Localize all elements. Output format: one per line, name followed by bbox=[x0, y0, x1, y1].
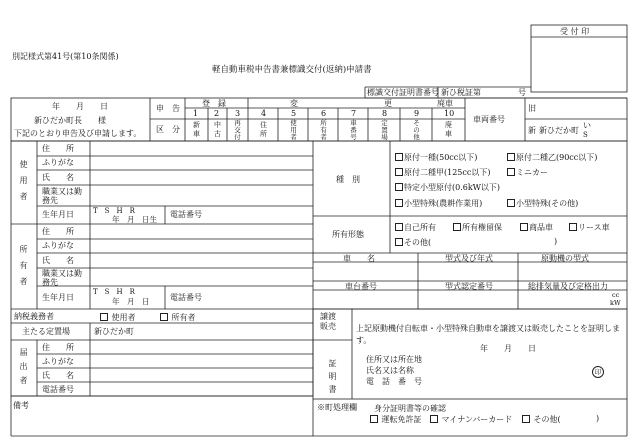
transfer-statement: 上記原動機付自転車・小型特殊自動車を譲渡又は販売したことを証明します。 bbox=[356, 324, 620, 345]
cert-phone-label: 電 話 番 号 bbox=[366, 377, 422, 386]
decl-num-1: 1 bbox=[193, 109, 199, 118]
type-option-4[interactable] bbox=[507, 168, 548, 177]
owner-birth-label: 生年月日 bbox=[42, 293, 74, 302]
owner-era: T S H R bbox=[93, 288, 135, 296]
decl-num-3: 3 bbox=[235, 109, 241, 118]
number-suffix: 号 bbox=[518, 88, 526, 97]
vehicle-no-s: S bbox=[583, 131, 588, 139]
ownership-option-retention[interactable] bbox=[453, 223, 502, 232]
spec-engine-type-label: 原動機の型式 bbox=[541, 254, 589, 263]
kubun-label: 区 分 bbox=[156, 125, 180, 134]
owner-address-label: 住 所 bbox=[42, 227, 74, 236]
addressee: 新ひだか町長 様 bbox=[34, 116, 106, 125]
taxpayer-label: 納税義務者 bbox=[14, 312, 54, 321]
vehicle-no-i: い bbox=[583, 121, 591, 130]
group-hen: 変 bbox=[290, 99, 298, 108]
decl-num-10: 10 bbox=[444, 109, 455, 118]
type-option-2-text: 原付二種乙(90cc以下) bbox=[516, 153, 598, 162]
type-option-3[interactable] bbox=[395, 168, 490, 177]
office-other-close: ) bbox=[596, 414, 600, 423]
user-section-label: 使用者 bbox=[19, 160, 28, 201]
user-occupation-label: 職業又は勤務先 bbox=[42, 187, 82, 205]
ownership-lease-text: リース車 bbox=[578, 223, 610, 232]
taxpayer-option-user[interactable] bbox=[100, 313, 136, 322]
owner-name-label: 氏 名 bbox=[42, 256, 74, 265]
transfer-label-bottom: 販売 bbox=[320, 322, 336, 331]
office-license-text: 運転免許証 bbox=[381, 415, 422, 424]
ownership-self-text: 自己所有 bbox=[404, 223, 436, 232]
decl-num-5: 5 bbox=[291, 109, 297, 118]
ownership-self-checkbox[interactable] bbox=[395, 223, 403, 231]
ownership-lease-checkbox[interactable] bbox=[569, 223, 577, 231]
seal-mark: 印 bbox=[592, 366, 604, 378]
office-other-text: その他( bbox=[533, 415, 561, 424]
type-option-7[interactable] bbox=[507, 199, 578, 208]
ownership-option-self[interactable] bbox=[395, 223, 436, 232]
form-title: 軽自動車税申告書兼標識交付(返納)申請書 bbox=[212, 65, 372, 75]
owner-birth-ymd: 年 月 日 bbox=[112, 297, 150, 306]
decl-item-plate-no[interactable]: 車番号 bbox=[350, 119, 357, 141]
decl-num-8: 8 bbox=[382, 109, 388, 118]
spec-displacement-label: 総排気量及び定格出力 bbox=[528, 282, 608, 291]
ownership-other-text: その他( bbox=[404, 238, 432, 247]
user-address-label: 住 所 bbox=[42, 144, 74, 153]
user-name-label: 氏 名 bbox=[42, 173, 74, 182]
type-option-7-checkbox[interactable] bbox=[507, 199, 515, 207]
office-mynumber-text: マイナンバーカード bbox=[441, 415, 513, 424]
decl-item-storage[interactable]: 定置場 bbox=[381, 119, 388, 141]
decl-item-reissue[interactable]: 再交付 bbox=[234, 119, 241, 141]
office-other-option[interactable] bbox=[522, 415, 561, 424]
type-option-4-text: ミニカー bbox=[516, 168, 548, 177]
office-license-checkbox[interactable] bbox=[370, 415, 378, 423]
office-other-checkbox[interactable] bbox=[522, 415, 530, 423]
spec-model-year-label: 型式及び年式 bbox=[445, 254, 493, 263]
decl-item-address[interactable]: 住所 bbox=[260, 121, 267, 138]
taxpayer-owner-text: 所有者 bbox=[171, 313, 196, 322]
ownership-stock-text: 商品車 bbox=[529, 223, 553, 232]
statement: 下記のとおり申告及び申請します。 bbox=[14, 129, 142, 138]
group-touroku: 登 録 bbox=[202, 99, 226, 108]
user-era: T S H R bbox=[93, 207, 135, 215]
office-mynumber-option[interactable] bbox=[430, 415, 512, 424]
decl-num-4: 4 bbox=[261, 109, 267, 118]
decl-item-owner[interactable]: 所有者 bbox=[320, 119, 327, 141]
spec-chassis-no-label: 車台番号 bbox=[345, 282, 377, 291]
ownership-option-stock[interactable] bbox=[520, 223, 553, 232]
cert-label: 証明書 bbox=[328, 359, 337, 394]
type-option-3-checkbox[interactable] bbox=[395, 168, 403, 176]
taxpayer-user-checkbox[interactable] bbox=[100, 313, 108, 321]
group-haisha: 廃車 bbox=[437, 99, 453, 108]
new-tax-no-label: 新ひ税証第 bbox=[441, 88, 481, 97]
taxpayer-user-text: 使用者 bbox=[111, 313, 136, 322]
type-option-1-checkbox[interactable] bbox=[395, 153, 403, 161]
decl-item-haisha[interactable]: 廃車 bbox=[445, 121, 452, 138]
vehicle-no-label: 車両番号 bbox=[473, 115, 505, 124]
ownership-label: 所有形態 bbox=[332, 230, 364, 239]
user-birth-ymd: 年 月 日生 bbox=[112, 215, 157, 224]
vehicle-no-old: 旧 bbox=[528, 104, 536, 113]
office-id-check: 身分証明書等の確認 bbox=[374, 404, 446, 413]
type-option-5[interactable] bbox=[395, 183, 500, 192]
vehicle-no-new: 新 bbox=[528, 126, 536, 135]
filer-name-label: 氏 名 bbox=[42, 371, 74, 380]
type-option-7-text: 小型特殊(その他) bbox=[516, 199, 579, 208]
decl-item-used[interactable]: 中古 bbox=[214, 121, 221, 138]
ownership-option-lease[interactable] bbox=[569, 223, 610, 232]
type-option-6-text: 小型特殊(農耕作業用) bbox=[404, 199, 483, 208]
spec-kw-unit: kW bbox=[610, 299, 621, 307]
receipt-stamp-label: 受 付 印 bbox=[560, 27, 590, 36]
storage-label: 主たる定置場 bbox=[22, 327, 70, 336]
spec-car-name-label: 車 名 bbox=[343, 254, 375, 263]
user-phone-label: 電話番号 bbox=[170, 210, 202, 219]
form-reference: 別記様式第41号(第10条関係) bbox=[12, 52, 119, 61]
type-option-3-text: 原付二種甲(125cc以下) bbox=[404, 168, 491, 177]
type-option-1[interactable] bbox=[395, 153, 477, 162]
ownership-stock-checkbox[interactable] bbox=[520, 223, 528, 231]
plate-cert-no-label: 標識交付証明書番号 bbox=[367, 88, 439, 97]
cert-address-label: 住所又は所在地 bbox=[366, 355, 422, 364]
taxpayer-owner-checkbox[interactable] bbox=[160, 313, 168, 321]
group-kou: 更 bbox=[384, 99, 392, 108]
filer-phone-label: 電話番号 bbox=[42, 385, 74, 394]
ownership-other-checkbox[interactable] bbox=[395, 238, 403, 246]
taxpayer-option-owner[interactable] bbox=[160, 313, 196, 322]
ownership-retention-text: 所有権留保 bbox=[462, 223, 502, 232]
filer-address-label: 住 所 bbox=[42, 343, 74, 352]
type-option-5-checkbox[interactable] bbox=[395, 183, 403, 191]
type-option-4-checkbox[interactable] bbox=[507, 168, 515, 176]
decl-num-6: 6 bbox=[321, 109, 327, 118]
vehicle-no-town: 新ひだか町 bbox=[539, 126, 579, 135]
office-license-option[interactable] bbox=[370, 415, 422, 424]
ownership-retention-checkbox[interactable] bbox=[453, 223, 461, 231]
decl-num-2: 2 bbox=[214, 109, 220, 118]
transfer-label-top: 譲渡 bbox=[320, 312, 336, 321]
user-furigana-label: ふりがな bbox=[42, 158, 74, 167]
type-option-6-checkbox[interactable] bbox=[395, 199, 403, 207]
type-option-2-checkbox[interactable] bbox=[507, 153, 515, 161]
remarks-label: 備考 bbox=[13, 401, 29, 410]
owner-section-label: 所有者 bbox=[19, 245, 28, 286]
decl-num-9: 9 bbox=[414, 109, 420, 118]
filer-furigana-label: ふりがな bbox=[42, 357, 74, 366]
owner-furigana-label: ふりがな bbox=[42, 241, 74, 250]
spec-model-cert-no-label: 型式認定番号 bbox=[445, 282, 493, 291]
transfer-date: 年 月 日 bbox=[480, 344, 536, 353]
shinkoku-label: 申 告 bbox=[156, 104, 180, 113]
office-label: ※町処理欄 bbox=[317, 403, 357, 412]
decl-item-new-car[interactable]: 新車 bbox=[193, 121, 200, 138]
decl-item-user[interactable]: 使用者 bbox=[290, 119, 297, 141]
type-option-2[interactable] bbox=[507, 153, 597, 162]
type-option-6[interactable] bbox=[395, 199, 482, 208]
type-option-5-text: 特定小型原付(0.6kW以下) bbox=[404, 183, 501, 192]
decl-item-other[interactable]: その他 bbox=[413, 119, 420, 141]
cert-name-label: 氏名又は名称 bbox=[366, 366, 414, 375]
owner-occupation-label: 職業又は勤務先 bbox=[42, 269, 82, 287]
storage-value: 新ひだか町 bbox=[94, 327, 134, 336]
filer-section-label: 届出者 bbox=[19, 348, 28, 385]
type-option-1-text: 原付一種(50cc以下) bbox=[404, 153, 478, 162]
ownership-option-other[interactable] bbox=[395, 238, 431, 247]
ownership-other-close: ) bbox=[554, 237, 558, 246]
application-date: 年 月 日 bbox=[52, 102, 108, 111]
office-mynumber-checkbox[interactable] bbox=[430, 415, 438, 423]
spec-cc-unit: cc bbox=[612, 291, 620, 299]
decl-num-7: 7 bbox=[351, 109, 357, 118]
type-label: 種 別 bbox=[336, 175, 360, 184]
user-birth-label: 生年月日 bbox=[42, 210, 74, 219]
owner-phone-label: 電話番号 bbox=[170, 293, 202, 302]
